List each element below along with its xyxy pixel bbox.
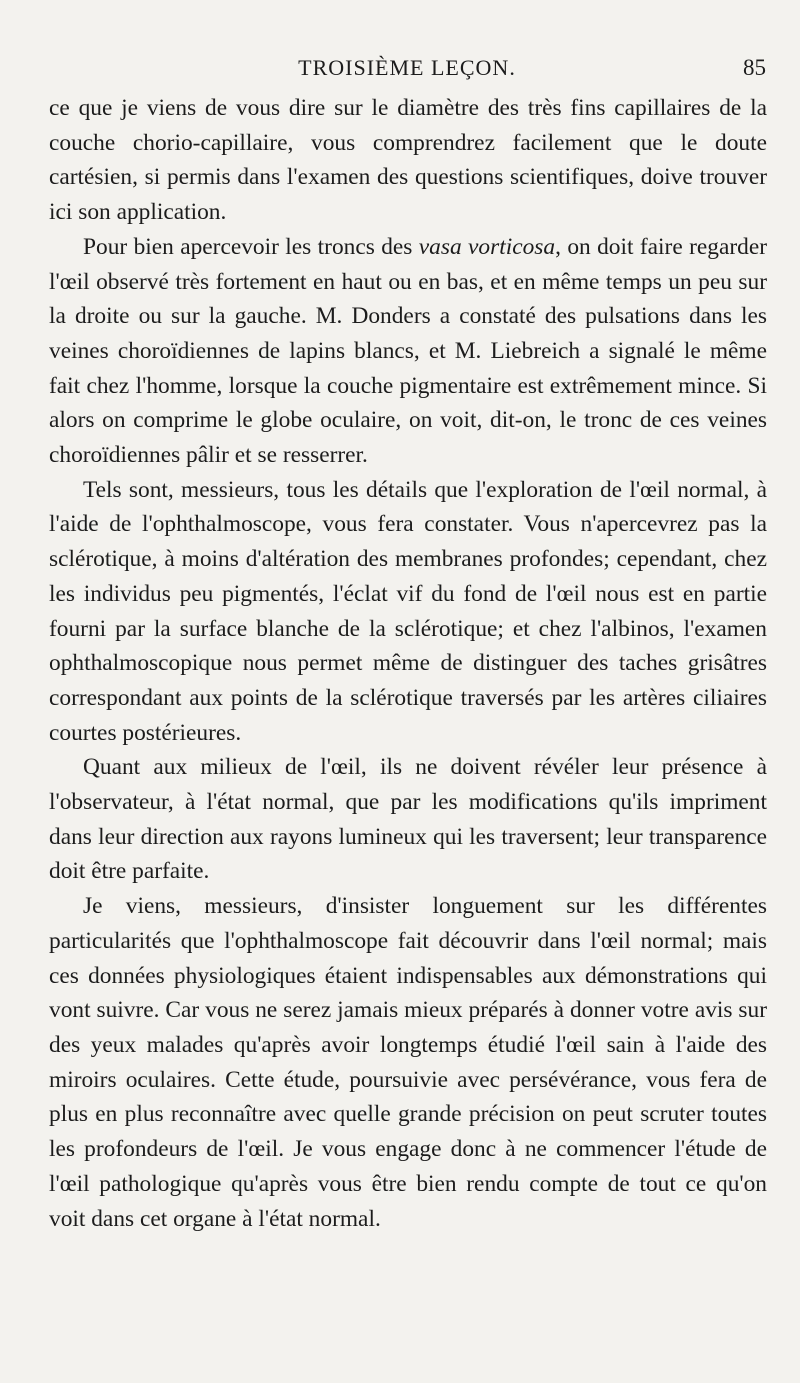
paragraph-2 (49, 230, 767, 473)
paragraph-1: ce que je viens de vous dire sur le diamètre des très fins capillaires de la couche chorio-capillaire, vous comprendrez facilement que le doute cartésien, si permis dans l'examen des questions scientifiques, doive trouver ici son application. (49, 95, 767, 226)
body-text (49, 91, 767, 1236)
paragraph-2-start: Pour bien apercevoir les troncs des (83, 233, 419, 260)
paragraph-4: Quant aux milieux de l'œil, ils ne doivent révéler leur présence à l'observateur, à l'état normal, que par les modifications qu'ils impriment dans leur direction aux rayons lumineux qui les traversent; leur transparence doit être parfaite. (49, 754, 767, 885)
page-number: 85 (743, 55, 766, 80)
paragraph-2-rest: , on doit faire regarder l'œil observé très fortement en haut ou en bas, et en même temps un peu sur la droite ou sur la gauche. M. Donders a constaté des pulsations dans les veines choroïdiennes de lapins blancs, et M. Liebreich a signalé le même fait chez l'homme, lorsque la couche pigmentaire est extrêmement mince. Si alors on comprime le globe oculaire, on voit, dit-on, le tronc de ces veines choroïdiennes pâlir et se resserrer. (49, 233, 767, 469)
paragraph-5: Je viens, messieurs, d'insister longuement sur les différentes particularités que l'ophthalmoscope fait découvrir dans l'œil normal; mais ces données physiologiques étaient indispensables aux démonstrations qui vont suivre. Car vous ne serez jamais mieux préparés à donner votre avis sur des yeux malades qu'après avoir longtemps étudié l'œil sain à l'aide des miroirs oculaires. Cette étude, poursuivie avec persévérance, vous fera de plus en plus reconnaître avec quelle grande précision on peut scruter toutes les profondeurs de l'œil. Je vous engage donc à ne commencer l'étude de l'œil pathologique qu'après vous être bien rendu compte de tout ce qu'on voit dans cet organe à l'état normal. (49, 893, 767, 1232)
latin-term: vasa vorticosa (418, 233, 556, 260)
running-head (48, 53, 766, 83)
running-title: TROISIÈME LEÇON. (298, 55, 516, 80)
paragraph-3: Tels sont, messieurs, tous les détails que l'exploration de l'œil normal, à l'aide de l'ophthalmoscope, vous fera constater. Vous n'apercevrez pas la sclérotique, à moins d'altération des membranes profondes; cependant, chez les individus peu pigmentés, l'éclat vif du fond de l'œil nous est en partie fourni par la surface blanche de la sclérotique; et chez l'albinos, l'examen ophthalmoscopique nous permet même de distinguer des taches grisâtres correspondant aux points de la sclérotique traversés par les artères ciliaires courtes postérieures. (49, 476, 767, 746)
